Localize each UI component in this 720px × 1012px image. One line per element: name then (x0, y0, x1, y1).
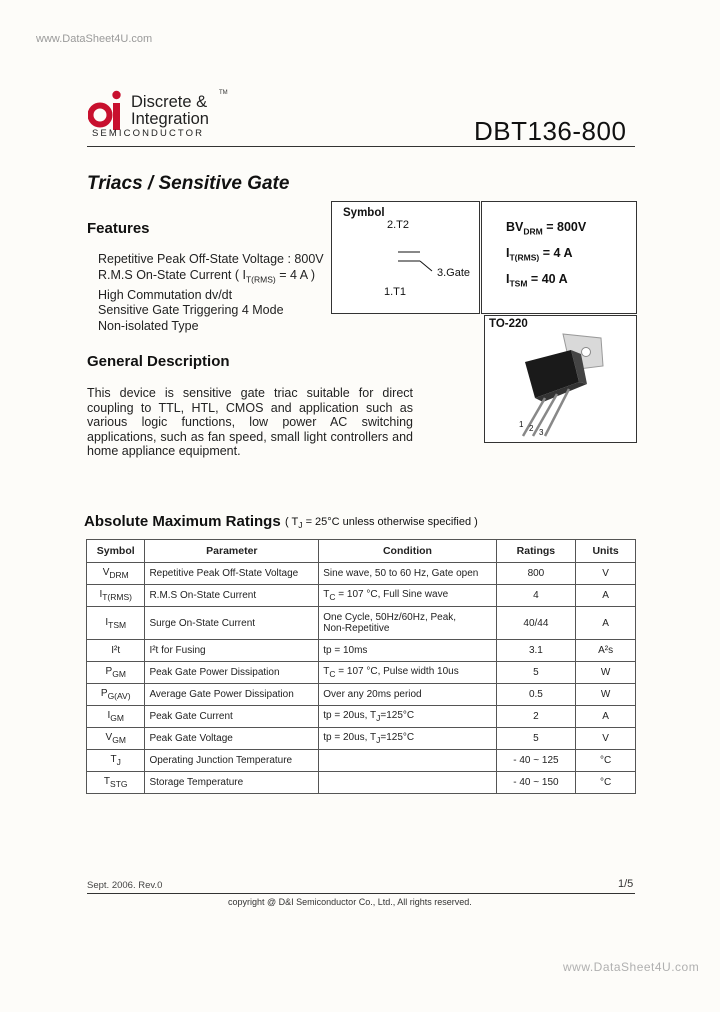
page-subtitle: Triacs / Sensitive Gate (87, 173, 290, 194)
revision-date: Sept. 2006. Rev.0 (87, 880, 163, 891)
unit-cell: °C (576, 750, 636, 772)
symbol-cell: $P_{G(AV)}$ (87, 684, 145, 706)
table-row (87, 728, 636, 750)
condition-cell: tp = 20us, $T_J=125^\circ C$ (319, 706, 496, 728)
part-number: DBT136-800 (474, 116, 627, 146)
col-header-condition: Condition (319, 540, 496, 563)
pin-2-label: 2 (529, 424, 534, 433)
condition-cell: One Cycle, 50Hz/60Hz, Peak, Non-Repetitive (319, 607, 496, 640)
itrms-rating: $I_{T(RMS)} = 4$ A (506, 246, 573, 263)
amr-heading: Absolute Maximum Ratings (84, 513, 281, 530)
symbol-title: Symbol (343, 207, 385, 219)
logo-semiconductor: SEMICONDUCTOR (92, 128, 205, 139)
di-logo-icon (88, 88, 128, 132)
watermark-bottom: www.DataSheet4U.com (563, 960, 700, 974)
unit-cell: W (576, 684, 636, 706)
parameter-cell: Operating Junction Temperature (145, 750, 319, 772)
table-row (87, 585, 636, 607)
unit-cell: V (576, 728, 636, 750)
symbol-cell: $V_{GM}$ (87, 728, 145, 750)
symbol-cell: $I_{GM}$ (87, 706, 145, 728)
watermark-top: www.DataSheet4U.com (36, 33, 153, 45)
general-description-heading: General Description (87, 353, 230, 370)
features-heading: Features (87, 220, 150, 237)
logo-line-1: Discrete & (131, 93, 208, 111)
absolute-max-ratings-table (86, 539, 636, 794)
logo-trademark: TM (219, 90, 228, 96)
package-title: TO-220 (489, 318, 528, 330)
feature-item: Non-isolated Type (98, 318, 199, 333)
feature-item: Repetitive Peak Off-State Voltage : 800V (98, 252, 324, 266)
feature-item: R.M.S On-State Current ( $I_{T(RMS)} = 4$ A ) (98, 267, 315, 284)
table-row (87, 640, 636, 662)
copyright-notice: copyright @ D&I Semiconductor Co., Ltd., All rights reserved. (228, 897, 472, 907)
condition-cell (319, 772, 496, 794)
col-header-symbol: Symbol (87, 540, 145, 563)
symbol-cell: I²t (87, 640, 145, 662)
logo-line-2: Integration (131, 110, 209, 128)
parameter-cell: Repetitive Peak Off-State Voltage (145, 563, 319, 585)
amr-condition-note: ( $T_J = 25^\circ C$ unless otherwise specified ) (285, 516, 478, 531)
symbol-cell: $I_{TSM}$ (87, 607, 145, 640)
table-row (87, 684, 636, 706)
rating-cell: 40/44 (496, 607, 575, 640)
condition-cell: Sine wave, 50 to 60 Hz, Gate open (319, 563, 496, 585)
condition-cell: $T_C = 107$ °C, Pulse width 10us (319, 662, 496, 684)
parameter-cell: Peak Gate Voltage (145, 728, 319, 750)
condition-cell: tp = 10ms (319, 640, 496, 662)
symbol-cell: $V_{DRM}$ (87, 563, 145, 585)
rating-cell: 2 (496, 706, 575, 728)
col-header-ratings: Ratings (496, 540, 575, 563)
unit-cell: A (576, 706, 636, 728)
symbol-box (331, 201, 480, 314)
unit-cell: W (576, 662, 636, 684)
terminal-gate-label: 3.Gate (437, 267, 471, 279)
pin-3-label: 3 (539, 428, 544, 437)
rating-cell: - 40 ~ 150 (496, 772, 575, 794)
table-row (87, 662, 636, 684)
rating-cell: 5 (496, 728, 575, 750)
symbol-cell: $P_{GM}$ (87, 662, 145, 684)
rating-cell: 4 (496, 585, 575, 607)
rating-cell: - 40 ~ 125 (496, 750, 575, 772)
footer-divider (87, 893, 635, 894)
triac-symbol-icon (394, 244, 442, 286)
symbol-cell: $I_{T(RMS)}$ (87, 585, 145, 607)
feature-item: Sensitive Gate Triggering 4 Mode (98, 303, 284, 317)
col-header-units: Units (576, 540, 636, 563)
condition-cell: $T_C = 107$ °C, Full Sine wave (319, 585, 496, 607)
terminal-t1-label: 1.T1 (384, 286, 407, 298)
itsm-rating: $I_{TSM} = 40$ A (506, 272, 568, 289)
page-number: 1/5 (618, 878, 634, 890)
table-header-row (87, 540, 636, 563)
parameter-cell: R.M.S On-State Current (145, 585, 319, 607)
features-list (98, 252, 324, 334)
parameter-cell: Peak Gate Power Dissipation (145, 662, 319, 684)
condition-cell: Over any 20ms period (319, 684, 496, 706)
table-row (87, 772, 636, 794)
parameter-cell: Average Gate Power Dissipation (145, 684, 319, 706)
rating-cell: 0.5 (496, 684, 575, 706)
parameter-cell: Surge On-State Current (145, 607, 319, 640)
col-header-parameter: Parameter (145, 540, 319, 563)
key-ratings-box (481, 201, 637, 314)
package-box (484, 315, 637, 443)
parameter-cell: Peak Gate Current (145, 706, 319, 728)
parameter-cell: Storage Temperature (145, 772, 319, 794)
unit-cell: A (576, 585, 636, 607)
table-row (87, 563, 636, 585)
rating-cell: 5 (496, 662, 575, 684)
unit-cell: A²s (576, 640, 636, 662)
table-row (87, 750, 636, 772)
rating-cell: 800 (496, 563, 575, 585)
unit-cell: °C (576, 772, 636, 794)
table-row (87, 607, 636, 640)
to220-package-icon (513, 326, 613, 438)
terminal-t2-label: 2.T2 (387, 219, 410, 231)
header-divider (87, 146, 635, 147)
condition-cell: tp = 20us, $T_J=125^\circ C$ (319, 728, 496, 750)
pin-1-label: 1 (519, 420, 524, 429)
symbol-cell: $T_{STG}$ (87, 772, 145, 794)
feature-item: High Commutation dv/dt (98, 287, 233, 302)
table-row (87, 706, 636, 728)
company-logo (88, 86, 248, 146)
general-description-text: This device is sensitive gate triac suitable for direct coupling to TTL, HTL, CMOS and application such as various logic functions, low power AC switching applications, such as fan speed, small light controllers and home appliance equipment. (87, 386, 413, 459)
unit-cell: V (576, 563, 636, 585)
parameter-cell: I²t for Fusing (145, 640, 319, 662)
condition-cell (319, 750, 496, 772)
unit-cell: A (576, 607, 636, 640)
bvdrm-rating: $BV_{DRM} = 800V$ (506, 220, 587, 237)
symbol-cell: $T_J$ (87, 750, 145, 772)
rating-cell: 3.1 (496, 640, 575, 662)
